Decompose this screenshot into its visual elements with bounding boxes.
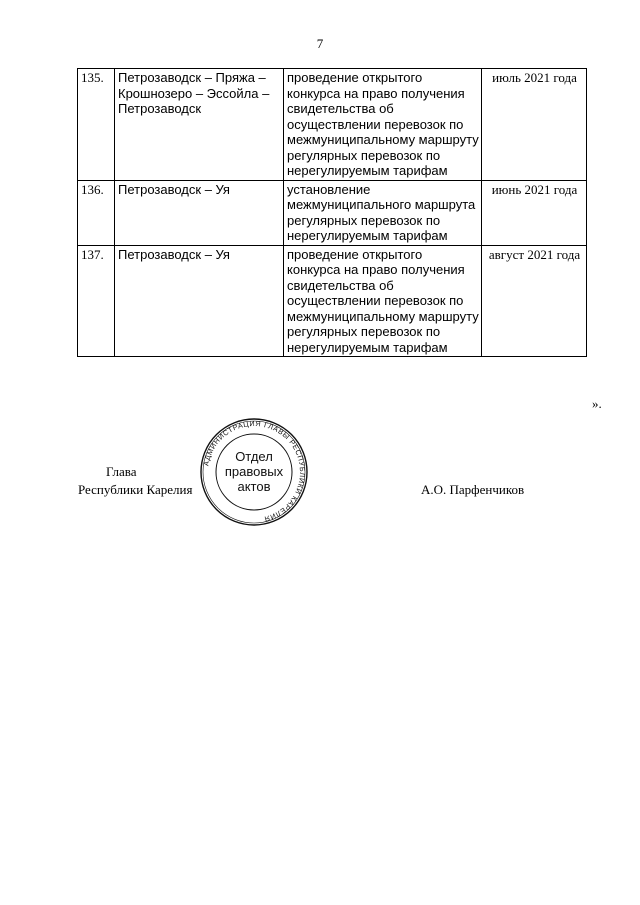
route-action: установление межмуниципального маршрута регулярных перевозок по нерегулируемым тарифам — [284, 180, 482, 245]
stamp-line3: актов — [237, 479, 271, 494]
table-row — [78, 245, 587, 357]
signatory-title-line2: Республики Карелия — [78, 482, 193, 497]
row-number: 135. — [78, 69, 115, 181]
row-number: 137. — [78, 245, 115, 357]
route-name: Петрозаводск – Уя — [115, 245, 284, 357]
table-row — [78, 69, 587, 181]
stamp-line2: правовых — [224, 464, 284, 479]
table-row — [78, 180, 587, 245]
route-name: Петрозаводск – Уя — [115, 180, 284, 245]
route-name: Петрозаводск – Пряжа – Крошнозеро – Эссойла – Петрозаводск — [115, 69, 284, 181]
closing-quote: ». — [592, 396, 602, 411]
route-date: июль 2021 года — [482, 69, 587, 181]
route-date: август 2021 года — [482, 245, 587, 357]
route-action: проведение открытого конкурса на право получения свидетельства об осуществлении перевозок по межмуниципальному маршруту регулярных перевозок по нерегулируемым тарифам — [284, 69, 482, 181]
route-action: проведение открытого конкурса на право получения свидетельства об осуществлении перевозок по межмуниципальному маршруту регулярных перевозок по нерегулируемым тарифам — [284, 245, 482, 357]
route-date: июнь 2021 года — [482, 180, 587, 245]
stamp-ring-text: АДМИНИСТРАЦИЯ ГЛАВЫ РЕСПУБЛИКИ КАРЕЛИЯ — [201, 418, 308, 524]
row-number: 136. — [78, 180, 115, 245]
stamp-line1: Отдел — [235, 449, 273, 464]
page-number: 7 — [316, 36, 324, 51]
official-stamp — [189, 417, 319, 527]
signatory-title-line1: Глава — [106, 464, 137, 479]
signatory-name: А.О. Парфенчиков — [421, 482, 525, 497]
routes-table — [77, 68, 587, 357]
